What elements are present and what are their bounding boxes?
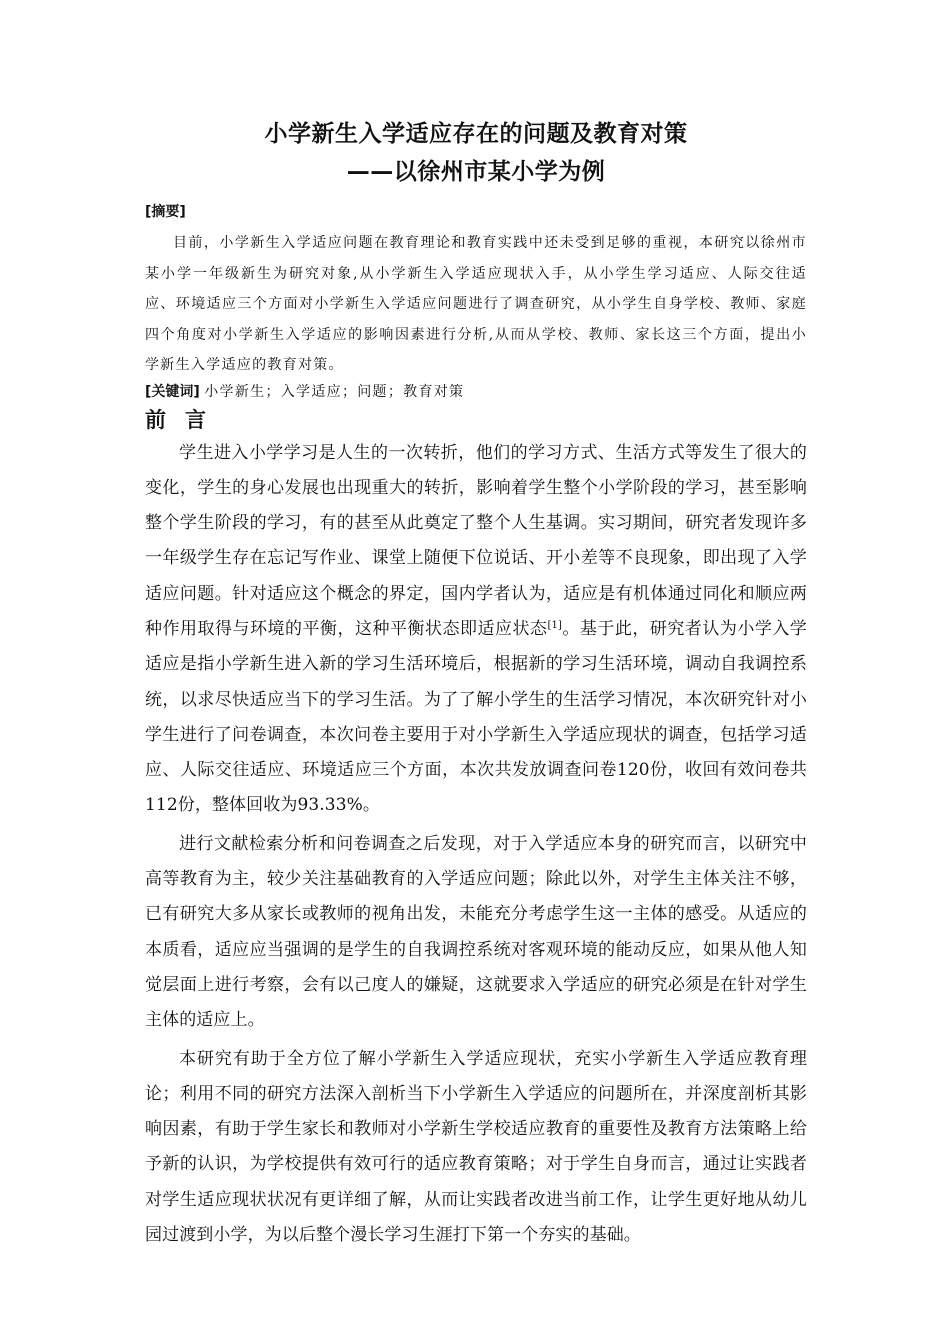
paragraph-1-text-a: 学生进入小学学习是人生的一次转折，他们的学习方式、生活方式等发生了很大的变化，学生的身心发展也出现重大的转折，影响着学生整个小学阶段的学习，甚至影响整个学生阶段的学习，有的甚至从此奠定了整个人生基调。实习期间，研究者发现许多一年级学生存在忘记写作业、课堂上随便下位说话、开小差等不良现象，即出现了入学适应问题。针对适应这个概念的界定，国内学者认为，适应是有机体通过同化和顺应两种作用取得与环境的平衡，这种平衡状态即适应状态 (145, 442, 807, 639)
keywords (145, 382, 807, 402)
paragraph-1-text-b: 。基于此，研究者认为小学入学适应是指小学新生进入新的学习生活环境后，根据新的学习生活环境，调动自我调控系统，以求尽快适应当下的学习生活。为了了解小学生的生活学习情况，本次研究针对小学生进行了问卷调查，本次问卷主要用于对小学新生入学适应现状的调查，包括学习适应、人际交往适应、环境适应三个方面，本次共发放调查问卷120份，收回有效问卷共112份，整体回收为93.33%。 (145, 618, 807, 816)
section-heading-char-2: 言 (185, 407, 206, 432)
body-paragraph-3: 本研究有助于全方位了解小学新生入学适应现状，充实小学新生入学适应教育理论；利用不同的研究方法深入剖析当下小学新生入学适应的问题所在，并深度剖析其影响因素，有助于学生家长和教师对小学新生学校适应教育的重要性及教育方法策略上给予新的认识，为学校提供有效可行的适应教育策略；对于学生自身而言，通过让实践者对学生适应现状状况有更详细了解，从而让实践者改进当前工作，让学生更好地从幼儿园过渡到小学，为以后整个漫长学习生涯打下第一个夯实的基础。 (145, 1048, 807, 1246)
keywords-label: [关键词] (145, 383, 200, 400)
keywords-text: 小学新生；入学适应；问题；教育对策 (204, 383, 465, 400)
document-page (145, 118, 807, 1253)
section-heading-preface (145, 404, 807, 436)
abstract-label: [摘要] (145, 204, 186, 220)
citation-marker: [1] (547, 619, 562, 631)
section-heading-char-1: 前 (145, 407, 166, 432)
body-paragraph-2: 进行文献检索分析和问卷调查之后发现，对于入学适应本身的研究而言，以研究中高等教育为主，较少关注基础教育的入学适应问题；除此以外，对学生主体关注不够，已有研究大多从家长或教师的视角出发，未能充分考虑学生这一主体的感受。从适应的本质看，适应应当强调的是学生的自我调控系统对客观环境的能动反应，如果从他人知觉层面上进行考察，会有以己度人的嫌疑，这就要求入学适应的研究必须是在针对学生主体的适应上。 (145, 833, 807, 1031)
paper-title: 小学新生入学适应存在的问题及教育对策 (264, 121, 688, 147)
paper-subtitle: ——以徐州市某小学为例 (346, 159, 606, 185)
body-paragraph-1 (145, 436, 807, 824)
abstract-text: 目前，小学新生入学适应问题在教育理论和教育实践中还未受到足够的重视，本研究以徐州市某小学一年级新生为研究对象,从小学新生入学适应现状入手，从小学生学习适应、人际交往适应、环境适应三个方面对小学新生入学适应问题进行了调查研究，从小学生自身学校、教师、家庭四个角度对小学新生入学适应的影响因素进行分析,从而从学校、教师、家长这三个方面，提出小学新生入学适应的教育对策。 (145, 235, 807, 373)
